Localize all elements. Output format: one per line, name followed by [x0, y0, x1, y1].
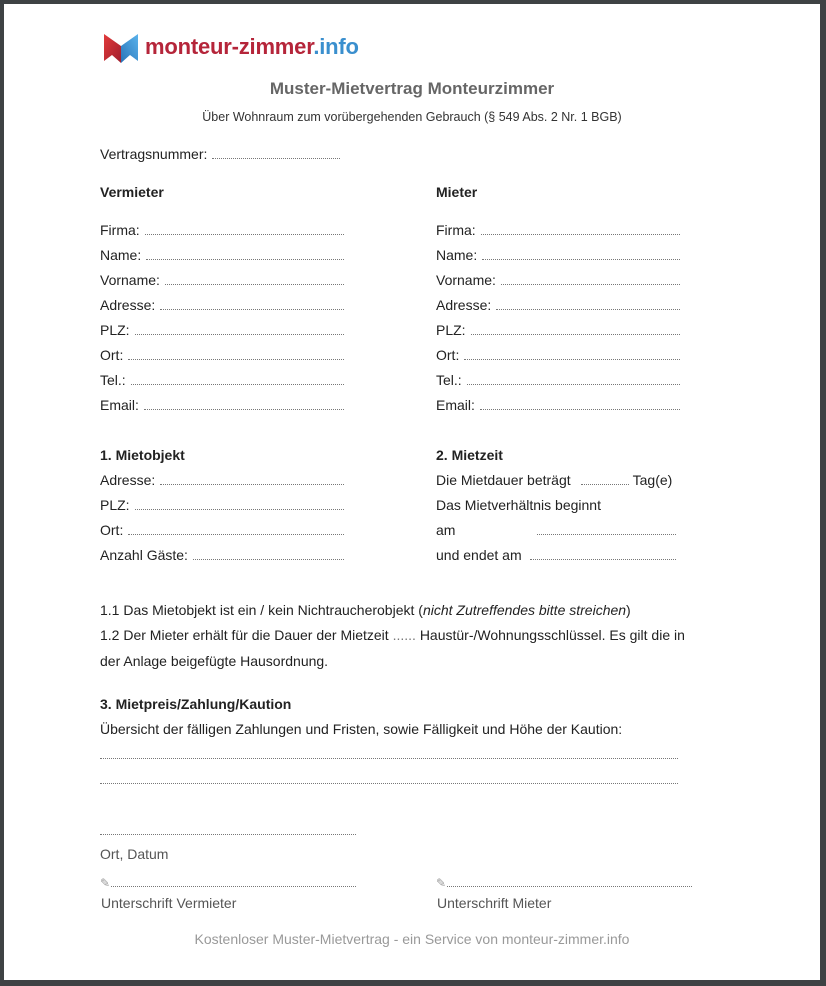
contract-number-field[interactable]	[100, 146, 340, 162]
tenant-field-email[interactable]: Email:	[436, 397, 680, 422]
rental-start-input[interactable]	[537, 525, 676, 535]
rental-period-heading: 2. Mietzeit	[436, 447, 503, 463]
m-logo-icon	[104, 31, 138, 63]
tenant-field-vorname[interactable]: Vorname:	[436, 272, 680, 297]
rental-object-field-gaeste[interactable]: Anzahl Gäste:	[100, 547, 344, 572]
footer-text: Kostenloser Muster-Mietvertrag - ein Service von monteur-zimmer.info	[194, 931, 630, 947]
landlord-field-name[interactable]: Name:	[100, 247, 344, 272]
payment-description: Übersicht der fälligen Zahlungen und Fristen, sowie Fälligkeit und Höhe der Kaution:	[100, 721, 623, 737]
tenant-field-name[interactable]: Name:	[436, 247, 680, 272]
rental-duration-input[interactable]	[581, 475, 629, 485]
clause-1-1: 1.1 Das Mietobjekt ist ein / kein Nichtraucherobjekt (nicht Zutreffendes bitte streichen)	[100, 602, 631, 618]
tenant-signature-label: Unterschrift Mieter	[437, 895, 552, 911]
tenant-field-adresse[interactable]: Adresse:	[436, 297, 680, 322]
rental-end-input[interactable]	[530, 550, 676, 560]
landlord-signature-label: Unterschrift Vermieter	[101, 895, 237, 911]
pencil-icon: ✎	[100, 876, 111, 890]
rental-duration-field[interactable]: Die Mietdauer beträgt Tag(e)	[436, 472, 673, 488]
clause-1-2-line1: 1.2 Der Mieter erhält für die Dauer der Mietzeit ...... Haustür-/Wohnungsschlüssel. Es gilt die in	[100, 627, 685, 643]
landlord-field-vorname[interactable]: Vorname:	[100, 272, 344, 297]
place-date-label: Ort, Datum	[100, 846, 169, 862]
document-title: Muster-Mietvertrag Monteurzimmer	[269, 79, 555, 98]
place-date-line[interactable]	[100, 834, 356, 835]
landlord-field-tel[interactable]: Tel.:	[100, 372, 344, 397]
tenant-signature-line[interactable]	[436, 876, 692, 890]
landlord-field-email[interactable]: Email:	[100, 397, 344, 422]
payment-heading: 3. Mietpreis/Zahlung/Kaution	[100, 696, 292, 712]
landlord-field-adresse[interactable]: Adresse:	[100, 297, 344, 322]
payment-line-2[interactable]	[100, 783, 678, 784]
rental-begins-text: Das Mietverhältnis beginnt	[436, 497, 601, 513]
tenant-field-tel[interactable]: Tel.:	[436, 372, 680, 397]
rental-object-heading: 1. Mietobjekt	[100, 447, 185, 463]
document-subtitle: Über Wohnraum zum vorübergehenden Gebrauch (§ 549 Abs. 2 Nr. 1 BGB)	[202, 110, 622, 124]
rental-object-field-plz[interactable]: PLZ:	[100, 497, 344, 522]
payment-line-1[interactable]	[100, 758, 678, 759]
tenant-field-ort[interactable]: Ort:	[436, 347, 680, 372]
landlord-field-firma[interactable]: Firma:	[100, 222, 344, 247]
contract-number-input[interactable]	[212, 149, 340, 159]
rental-object-field-adresse[interactable]: Adresse:	[100, 472, 344, 497]
landlord-field-ort[interactable]: Ort:	[100, 347, 344, 372]
logo[interactable]	[104, 29, 359, 65]
rental-end-field[interactable]: und endet am	[436, 547, 676, 572]
rental-object-field-ort[interactable]: Ort:	[100, 522, 344, 547]
tenant-field-plz[interactable]: PLZ:	[436, 322, 680, 347]
pencil-icon: ✎	[436, 876, 447, 890]
rental-object-fields	[100, 472, 344, 572]
landlord-field-plz[interactable]: PLZ:	[100, 322, 344, 347]
landlord-fields	[100, 222, 344, 422]
landlord-heading: Vermieter	[100, 184, 164, 200]
landlord-signature-line[interactable]	[100, 876, 356, 890]
keys-count-input[interactable]: ......	[392, 627, 416, 643]
contract-number-label: Vertragsnummer:	[100, 146, 208, 162]
rental-start-field[interactable]: am	[436, 522, 676, 547]
rental-period-fields	[436, 472, 686, 572]
document-page	[4, 4, 820, 980]
tenant-fields	[436, 222, 680, 422]
logo-text: monteur-zimmer.info	[145, 34, 359, 59]
tenant-heading: Mieter	[436, 184, 478, 200]
clause-1-2-line2: der Anlage beigefügte Hausordnung.	[100, 653, 329, 669]
tenant-field-firma[interactable]: Firma:	[436, 222, 680, 247]
